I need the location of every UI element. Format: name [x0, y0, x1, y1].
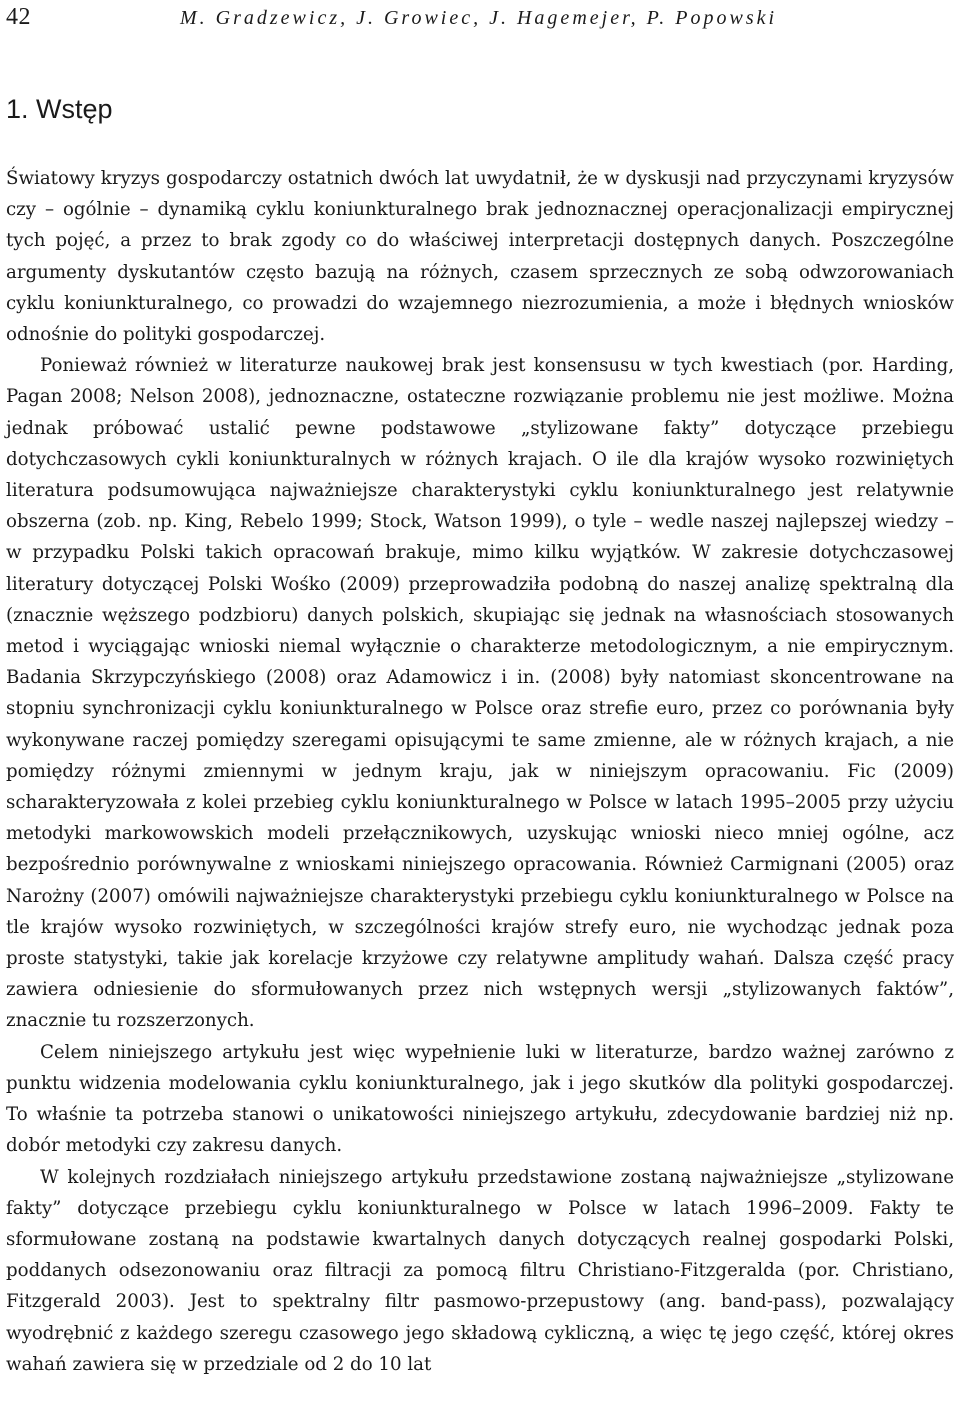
paragraph: Ponieważ również w literaturze naukowej brak jest konsensusu w tych kwestiach (por. Harding, Pagan 2008; Nelson 2008), jednoznaczne, ostateczne rozwiązanie problemu nie jest możliwe. Można jednak próbować ustalić pewne podstawowe „stylizowane fakty” dotyczące przebiegu dotychczasowych cykli koniunkturalnych w różnych krajach. O ile dla krajów wysoko rozwiniętych literatura podsumowująca najważniejsze charakterystyki cyklu koniunkturalnego jest relatywnie obszerna (zob. np. King, Rebelo 1999; Stock, Watson 1999), o tyle – wedle naszej najlepszej wiedzy – w przypadku Polski takich opracowań brakuje, mimo kilku wyjątków. W zakresie dotychczasowej literatury dotyczącej Polski Wośko (2009) przeprowadziła podobną do naszej analizę spektralną dla (znacznie węższego podzbioru) danych polskich, skupiając się jednak na własnościach stosowanych metod i wyciągając wnioski niemal wyłącznie o charakterze metodologicznym, a nie empirycznym. Badania Skrzypczyńskiego (2008) oraz Adamowicz i in. (2008) były natomiast skoncentrowane na stopniu synchronizacji cyklu koniunkturalnego w Polsce oraz strefie euro, przez co porównania były wykonywane raczej pomiędzy szeregami opisującymi te same zmienne, ale w różnych krajach, a nie pomiędzy różnymi zmiennymi w jednym kraju, jak w niniejszym opracowaniu. Fic (2009) scharakteryzowała z kolei przebieg cyklu koniunkturalnego w Polsce w latach 1995–2005 przy użyciu metodyki markowowskich modeli przełącznikowych, uzyskując wnioski nieco mniej ogólne, acz bezpośrednio porównywalne z wnioskami niniejszego opracowania. Również Carmignani (2005) oraz Narożny (2007) omówili najważniejsze charakterystyki przebiegu cyklu koniunkturalnego w Polsce na tle krajów wysoko rozwiniętych, w szczególności krajów strefy euro, nie wychodząc jednak poza proste statystyki, takie jak korelacje krzyżowe czy relatywne amplitudy wahań. Dalsza część pracy zawiera odniesienie do sformułowanych przez nich wstępnych wersji „stylizowanych faktów”, znacznie tu rozszerzonych. — [6, 355, 954, 1032]
section-title: 1. Wstęp — [6, 94, 113, 124]
page-number: 42 — [6, 4, 31, 30]
running-header-authors: M. Gradzewicz, J. Growiec, J. Hagemejer, P. Popowski — [180, 7, 778, 29]
body-text — [6, 163, 954, 1380]
paragraph: Celem niniejszego artykułu jest więc wypełnienie luki w literaturze, bardzo ważnej zarówno z punktu widzenia modelowania cyklu koniunkturalnego, jak i jego skutków dla polityki gospodarczej. To właśnie ta potrzeba stanowi o unikatowości niniejszego artykułu, zdecydowanie bardziej niż np. dobór metodyki czy zakresu danych. — [6, 1041, 954, 1157]
paragraph: W kolejnych rozdziałach niniejszego artykułu przedstawione zostaną najważniejsze „stylizowane fakty” dotyczące przebiegu cyklu koniunkturalnego w Polsce w latach 1996–2009. Fakty te sformułowane zostaną na podstawie kwartalnych danych dotyczących realnej gospodarki Polski, poddanych odsezonowaniu oraz filtracji za pomocą filtru Christiano-Fitzgeralda (por. Christiano, Fitzgerald 2003). Jest to spektralny filtr pasmowo-przepustowy (ang. band-pass), pozwalający wyodrębnić z każdego szeregu czasowego jego składową cykliczną, a więc tę jego część, której okres wahań zawiera się w przedziale od 2 do 10 lat — [6, 1166, 954, 1375]
paragraph: Światowy kryzys gospodarczy ostatnich dwóch lat uwydatnił, że w dyskusji nad przyczynami kryzysów czy – ogólnie – dynamiką cyklu koniunkturalnego brak jednoznacznej operacjonalizacji empirycznej tych pojęć, a przez to brak zgody co do właściwej interpretacji dostępnych danych. Poszczególne argumenty dyskutantów często bazują na różnych, czasem sprzecznych ze sobą odwzorowaniach cyklu koniunkturalnego, co prowadzi do wzajemnego niezrozumienia, a może i błędnych wniosków odnośnie do polityki gospodarczej. — [6, 168, 954, 346]
running-header — [6, 4, 954, 40]
